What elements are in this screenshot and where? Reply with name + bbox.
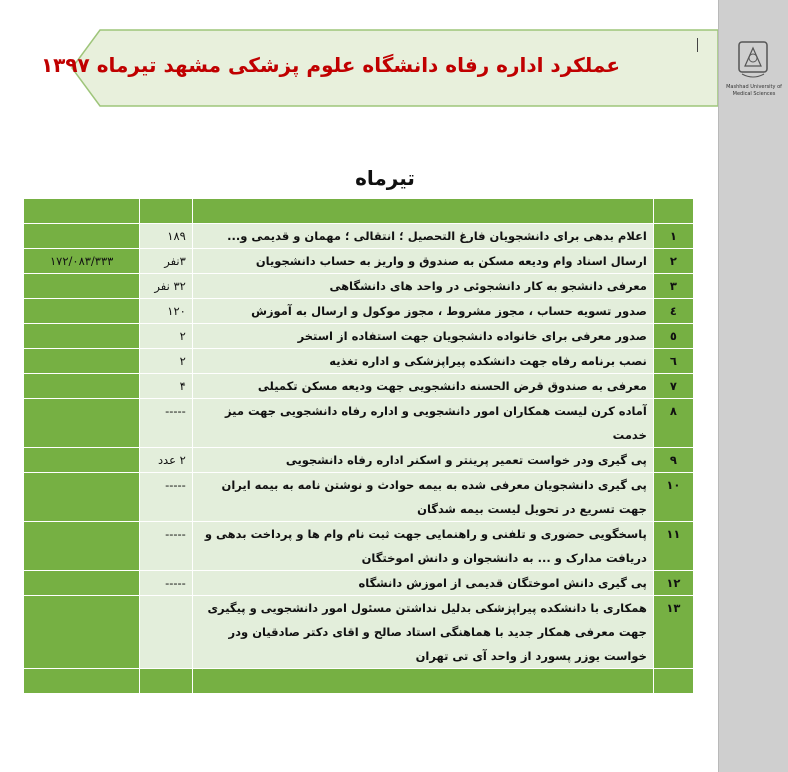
row-number: ٥ bbox=[653, 324, 693, 349]
table-row bbox=[24, 571, 694, 596]
row-quantity: ۱۸۹ bbox=[140, 224, 192, 249]
table-row bbox=[24, 274, 694, 299]
row-description: معرفی به صندوق قرض الحسنه دانشجویی جهت ودیعه مسکن تکمیلی bbox=[192, 374, 653, 399]
footer-cell bbox=[192, 669, 653, 694]
row-number: ۱۳ bbox=[653, 596, 693, 669]
table-row bbox=[24, 299, 694, 324]
table-row bbox=[24, 399, 694, 448]
row-description: پی گیری ودر خواست تعمیر پرینتر و اسکنر اداره رفاه دانشجویی bbox=[192, 448, 653, 473]
table-row bbox=[24, 324, 694, 349]
row-description: اعلام بدهی برای دانشجویان فارغ التحصیل ؛ انتقالی ؛ مهمان و قدیمی و... bbox=[192, 224, 653, 249]
header-cell-qty bbox=[140, 199, 192, 224]
table-row bbox=[24, 448, 694, 473]
university-logo bbox=[720, 40, 786, 110]
footer-cell bbox=[24, 669, 140, 694]
row-amount bbox=[24, 299, 140, 324]
row-amount bbox=[24, 473, 140, 522]
row-description: همکاری با دانشکده پیراپزشکی بدلیل نداشتن مسئول امور دانشجویی و پیگیری جهت معرفی همکار جدید با هماهنگی استاد صالح و اقای دکتر صادقیان ودر خواست یوزر پسورد از واحد آی تی تهران bbox=[192, 596, 653, 669]
header-cell-num bbox=[653, 199, 693, 224]
logo-caption: Mashhad University of Medical Sciences bbox=[726, 84, 782, 97]
table-row bbox=[24, 249, 694, 274]
row-amount bbox=[24, 374, 140, 399]
footer-cell bbox=[653, 669, 693, 694]
row-quantity: ۳۲ نفر bbox=[140, 274, 192, 299]
row-description: آماده کرن لیست همکاران امور دانشجویی و اداره رفاه دانشجویی جهت میز خدمت bbox=[192, 399, 653, 448]
row-number: ۲ bbox=[653, 249, 693, 274]
row-quantity: ----- bbox=[140, 473, 192, 522]
row-description: پی گیری دانش اموختگان قدیمی از اموزش دانشگاه bbox=[192, 571, 653, 596]
row-amount bbox=[24, 224, 140, 249]
row-amount bbox=[24, 571, 140, 596]
row-amount bbox=[24, 324, 140, 349]
table-row bbox=[24, 596, 694, 669]
header-divider bbox=[697, 38, 698, 52]
row-quantity: ۳نفر bbox=[140, 249, 192, 274]
row-quantity: ----- bbox=[140, 571, 192, 596]
row-number: ۹ bbox=[653, 448, 693, 473]
row-amount: ۱۷۲/۰۸۳/۳۳۳ bbox=[24, 249, 140, 274]
footer-cell bbox=[140, 669, 192, 694]
row-quantity: ۲ عدد bbox=[140, 448, 192, 473]
row-number: ٤ bbox=[653, 299, 693, 324]
row-amount bbox=[24, 522, 140, 571]
row-number: ۱۲ bbox=[653, 571, 693, 596]
row-number: ۱۱ bbox=[653, 522, 693, 571]
row-number: ۷ bbox=[653, 374, 693, 399]
section-subtitle: تیرماه bbox=[355, 166, 415, 190]
table-row bbox=[24, 473, 694, 522]
row-number: ۳ bbox=[653, 274, 693, 299]
row-amount bbox=[24, 399, 140, 448]
row-amount bbox=[24, 448, 140, 473]
row-description: ارسال اسناد وام ودیعه مسکن به صندوق و واریز به حساب دانشجویان bbox=[192, 249, 653, 274]
row-quantity: ۲ bbox=[140, 324, 192, 349]
page-title: عملکرد اداره رفاه دانشگاه علوم پزشکی مشهد تیرماه ۱۳۹۷ bbox=[40, 53, 620, 77]
row-quantity: ----- bbox=[140, 522, 192, 571]
activities-table bbox=[23, 198, 694, 694]
row-number: ۱۰ bbox=[653, 473, 693, 522]
row-quantity bbox=[140, 596, 192, 669]
row-description: نصب برنامه رفاه جهت دانشکده پیراپزشکی و اداره تغذیه bbox=[192, 349, 653, 374]
row-quantity: ----- bbox=[140, 399, 192, 448]
row-description: پاسخگویی حضوری و تلفنی و راهنمایی جهت ثبت نام وام ها و پرداخت بدهی و دریافت مدارک و ... به دانشجوان و دانش اموختگان bbox=[192, 522, 653, 571]
row-amount bbox=[24, 596, 140, 669]
row-amount bbox=[24, 349, 140, 374]
row-quantity: ۱۲۰ bbox=[140, 299, 192, 324]
table-header-row bbox=[24, 199, 694, 224]
row-number: ۱ bbox=[653, 224, 693, 249]
row-amount bbox=[24, 274, 140, 299]
table-row bbox=[24, 224, 694, 249]
row-description: صدور تسویه حساب ، مجوز مشروط ، مجوز موکول و ارسال به آموزش bbox=[192, 299, 653, 324]
right-margin-bar bbox=[718, 0, 788, 772]
header-cell-amount bbox=[24, 199, 140, 224]
row-description: پی گیری دانشجویان معرفی شده به بیمه حوادث و نوشتن نامه به بیمه ایران جهت تسریع در تحویل لیست بیمه شدگان bbox=[192, 473, 653, 522]
row-quantity: ۴ bbox=[140, 374, 192, 399]
row-number: ۸ bbox=[653, 399, 693, 448]
table-row bbox=[24, 522, 694, 571]
row-description: معرفی دانشجو به کار دانشجوئی در واحد های دانشگاهی bbox=[192, 274, 653, 299]
header-cell-desc bbox=[192, 199, 653, 224]
row-number: ٦ bbox=[653, 349, 693, 374]
table-row bbox=[24, 349, 694, 374]
table-row bbox=[24, 374, 694, 399]
row-quantity: ۲ bbox=[140, 349, 192, 374]
table-footer-row bbox=[24, 669, 694, 694]
row-description: صدور معرفی برای خانواده دانشجویان جهت استفاده از استخر bbox=[192, 324, 653, 349]
